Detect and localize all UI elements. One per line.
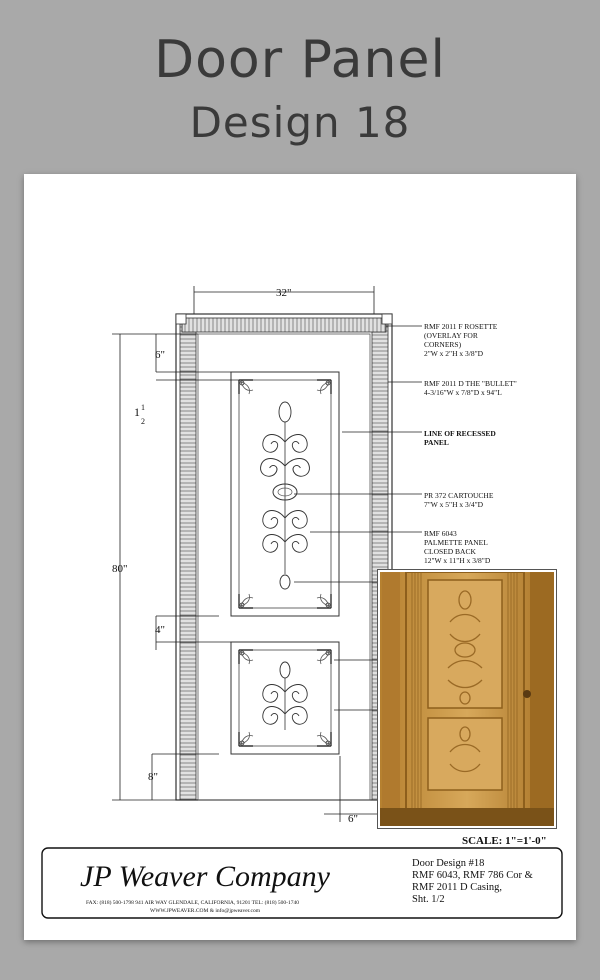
title-block — [42, 848, 562, 918]
svg-text:CLOSED BACK: CLOSED BACK — [424, 547, 476, 556]
door-knob-icon — [523, 690, 531, 698]
callout-cartouche — [424, 491, 494, 509]
info-line-4: Sht. 1/2 — [412, 894, 445, 905]
callout-rosette — [424, 322, 498, 358]
svg-text:PANEL: PANEL — [424, 438, 449, 447]
callout-recessed — [424, 429, 496, 447]
callout-palmette — [424, 529, 491, 565]
info-line-1: Door Design #18 — [412, 858, 485, 869]
palmette-ornament — [261, 402, 310, 589]
svg-text:PR 372 CARTOUCHE: PR 372 CARTOUCHE — [424, 491, 494, 500]
svg-text:RMF 6043: RMF 6043 — [424, 529, 457, 538]
dimension-lines — [112, 286, 394, 822]
dim-margin-whole: 1 — [134, 405, 140, 419]
svg-text:PALMETTE PANEL: PALMETTE PANEL — [424, 538, 488, 547]
svg-text:4-3/16"W x 7/8"D x 94"L: 4-3/16"W x 7/8"D x 94"L — [424, 388, 502, 397]
svg-text:RMF 2011 D THE "BULLET": RMF 2011 D THE "BULLET" — [424, 379, 517, 388]
page-subtitle: Design 18 — [189, 98, 411, 147]
svg-text:RMF 2011 F ROSETTE: RMF 2011 F ROSETTE — [424, 322, 498, 331]
callout-bullet — [424, 379, 517, 397]
lower-panel — [231, 642, 339, 754]
dim-width: 32" — [276, 287, 292, 299]
dim-bottom-rail: 8" — [148, 771, 158, 783]
contact-line-1: FAX: (818) 500-1798 941 AIR WAY GLENDALE, CALIFORNIA, 91201 TEL: (818) 500-1740 — [86, 900, 300, 906]
svg-text:LINE OF RECESSED: LINE OF RECESSED — [424, 429, 496, 438]
svg-text:2"W x 2"H x 3/8"D: 2"W x 2"H x 3/8"D — [424, 349, 484, 358]
company-name: JP Weaver Company — [80, 860, 330, 893]
door-casing — [176, 314, 392, 800]
dim-margin-den: 2 — [141, 417, 145, 426]
info-line-2: RMF 6043, RMF 786 Cor & — [412, 870, 533, 881]
dim-height: 80" — [112, 563, 128, 575]
rosette-icon — [382, 314, 392, 324]
scale-label: SCALE: 1"=1'-0" — [462, 835, 547, 847]
dim-margin-num: 1 — [141, 403, 145, 412]
svg-text:(OVERLAY FOR: (OVERLAY FOR — [424, 331, 478, 340]
door-photo — [378, 570, 556, 828]
svg-text:7"W x 5"H x 3/4"D: 7"W x 5"H x 3/4"D — [424, 500, 484, 509]
page-title: Door Panel — [154, 30, 446, 90]
rosette-icon — [176, 314, 186, 324]
info-line-3: RMF 2011 D Casing, — [412, 882, 503, 893]
contact-line-2: WWW.JPWEAVER.COM & info@jpweaver.com — [150, 908, 261, 914]
svg-text:12"W x 11"H x 3/8"D: 12"W x 11"H x 3/8"D — [424, 556, 491, 565]
dim-casing: 6" — [348, 813, 358, 825]
dim-top-rail: 6" — [155, 349, 165, 361]
svg-text:CORNERS): CORNERS) — [424, 340, 462, 349]
dim-mid-rail: 4" — [155, 624, 165, 636]
